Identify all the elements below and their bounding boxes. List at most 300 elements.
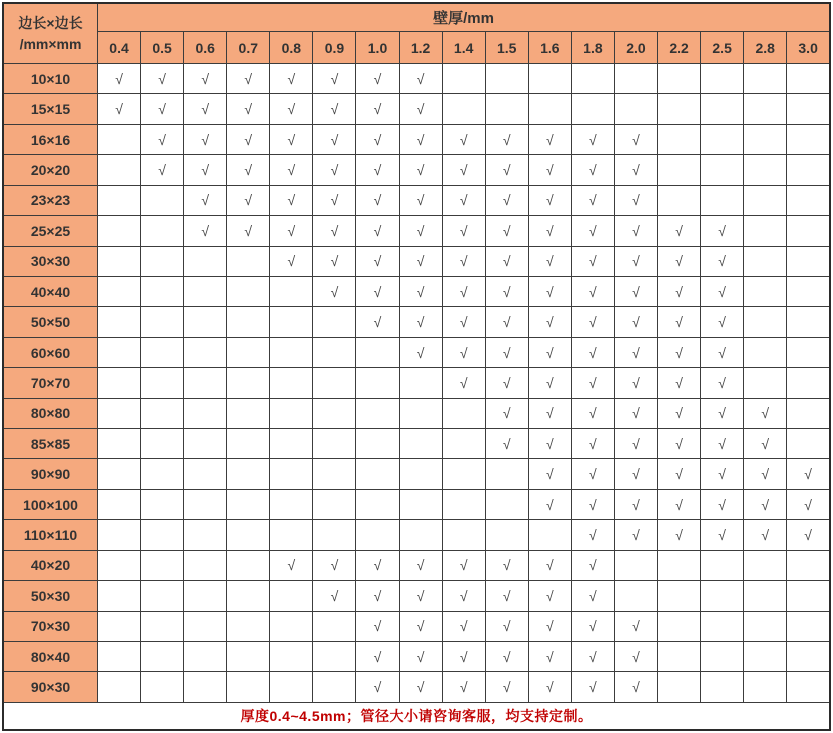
empty-cell <box>658 611 701 641</box>
empty-cell <box>184 672 227 703</box>
empty-cell <box>658 672 701 703</box>
check-cell: √ <box>658 216 701 246</box>
check-cell: √ <box>744 398 787 428</box>
check-cell: √ <box>614 642 657 672</box>
empty-cell <box>184 459 227 489</box>
check-cell: √ <box>528 642 571 672</box>
size-row-label: 20×20 <box>3 155 98 185</box>
empty-cell <box>98 216 141 246</box>
empty-cell <box>701 155 744 185</box>
check-cell: √ <box>270 185 313 215</box>
size-row-label: 90×30 <box>3 672 98 703</box>
check-cell: √ <box>701 429 744 459</box>
empty-cell <box>184 581 227 611</box>
empty-cell <box>356 368 399 398</box>
empty-cell <box>701 64 744 94</box>
empty-cell <box>98 398 141 428</box>
size-row-label: 70×30 <box>3 611 98 641</box>
check-cell: √ <box>141 94 184 124</box>
empty-cell <box>227 429 270 459</box>
empty-cell <box>98 459 141 489</box>
check-cell: √ <box>270 216 313 246</box>
check-cell: √ <box>227 155 270 185</box>
check-cell: √ <box>701 216 744 246</box>
size-row-label: 40×20 <box>3 550 98 580</box>
empty-cell <box>141 642 184 672</box>
empty-cell <box>701 672 744 703</box>
empty-cell <box>658 94 701 124</box>
check-cell: √ <box>98 94 141 124</box>
thickness-column-header: 1.8 <box>571 32 614 64</box>
thickness-column-header: 0.4 <box>98 32 141 64</box>
check-cell: √ <box>356 581 399 611</box>
check-cell: √ <box>313 124 356 154</box>
empty-cell <box>614 550 657 580</box>
check-cell: √ <box>485 429 528 459</box>
table-row <box>3 672 830 703</box>
empty-cell <box>141 185 184 215</box>
size-row-label: 110×110 <box>3 520 98 550</box>
empty-cell <box>98 307 141 337</box>
size-row-label: 80×40 <box>3 642 98 672</box>
check-cell: √ <box>184 185 227 215</box>
table-row <box>3 459 830 489</box>
table-row <box>3 581 830 611</box>
check-cell: √ <box>313 94 356 124</box>
empty-cell <box>270 307 313 337</box>
empty-cell <box>184 398 227 428</box>
check-cell: √ <box>313 155 356 185</box>
empty-cell <box>787 429 830 459</box>
empty-cell <box>184 642 227 672</box>
empty-cell <box>571 94 614 124</box>
empty-cell <box>313 489 356 519</box>
check-cell: √ <box>485 185 528 215</box>
check-cell: √ <box>399 216 442 246</box>
check-cell: √ <box>528 672 571 703</box>
empty-cell <box>744 550 787 580</box>
check-cell: √ <box>399 672 442 703</box>
check-cell: √ <box>270 550 313 580</box>
check-cell: √ <box>571 124 614 154</box>
empty-cell <box>313 672 356 703</box>
size-row-label: 25×25 <box>3 216 98 246</box>
empty-cell <box>141 581 184 611</box>
table-row <box>3 94 830 124</box>
check-cell: √ <box>744 489 787 519</box>
empty-cell <box>270 611 313 641</box>
thickness-column-header: 0.6 <box>184 32 227 64</box>
check-cell: √ <box>227 94 270 124</box>
check-cell: √ <box>141 124 184 154</box>
check-cell: √ <box>399 276 442 306</box>
empty-cell <box>787 276 830 306</box>
check-cell: √ <box>227 216 270 246</box>
empty-cell <box>787 398 830 428</box>
check-cell: √ <box>614 672 657 703</box>
empty-cell <box>313 398 356 428</box>
thickness-column-header: 1.4 <box>442 32 485 64</box>
check-cell: √ <box>313 185 356 215</box>
empty-cell <box>485 520 528 550</box>
empty-cell <box>658 581 701 611</box>
check-cell: √ <box>270 94 313 124</box>
empty-cell <box>184 520 227 550</box>
empty-cell <box>98 368 141 398</box>
table-row <box>3 337 830 367</box>
empty-cell <box>571 64 614 94</box>
thickness-column-header: 2.2 <box>658 32 701 64</box>
thickness-column-header: 0.8 <box>270 32 313 64</box>
empty-cell <box>442 398 485 428</box>
empty-cell <box>356 459 399 489</box>
empty-cell <box>787 550 830 580</box>
empty-cell <box>701 124 744 154</box>
empty-cell <box>658 64 701 94</box>
empty-cell <box>787 581 830 611</box>
table-row <box>3 64 830 94</box>
empty-cell <box>141 550 184 580</box>
check-cell: √ <box>399 155 442 185</box>
check-cell: √ <box>528 246 571 276</box>
check-cell: √ <box>528 124 571 154</box>
check-cell: √ <box>528 185 571 215</box>
check-cell: √ <box>399 337 442 367</box>
check-cell: √ <box>528 459 571 489</box>
empty-cell <box>485 64 528 94</box>
empty-cell <box>744 94 787 124</box>
check-cell: √ <box>528 550 571 580</box>
empty-cell <box>227 581 270 611</box>
check-cell: √ <box>614 429 657 459</box>
check-cell: √ <box>442 124 485 154</box>
empty-cell <box>356 398 399 428</box>
check-cell: √ <box>571 307 614 337</box>
check-cell: √ <box>571 520 614 550</box>
check-cell: √ <box>356 276 399 306</box>
check-cell: √ <box>614 368 657 398</box>
check-cell: √ <box>614 124 657 154</box>
empty-cell <box>701 550 744 580</box>
table-footer <box>3 703 830 731</box>
check-cell: √ <box>356 642 399 672</box>
table-row <box>3 429 830 459</box>
empty-cell <box>227 672 270 703</box>
empty-cell <box>227 337 270 367</box>
check-cell: √ <box>485 672 528 703</box>
check-cell: √ <box>485 398 528 428</box>
check-cell: √ <box>184 155 227 185</box>
empty-cell <box>787 94 830 124</box>
check-cell: √ <box>399 94 442 124</box>
empty-cell <box>787 216 830 246</box>
check-cell: √ <box>442 581 485 611</box>
check-cell: √ <box>571 459 614 489</box>
check-cell: √ <box>399 581 442 611</box>
check-cell: √ <box>227 124 270 154</box>
check-cell: √ <box>184 94 227 124</box>
size-row-label: 16×16 <box>3 124 98 154</box>
size-row-label: 90×90 <box>3 459 98 489</box>
size-row-label: 30×30 <box>3 246 98 276</box>
check-cell: √ <box>141 64 184 94</box>
empty-cell <box>313 459 356 489</box>
check-cell: √ <box>399 611 442 641</box>
empty-cell <box>270 489 313 519</box>
check-cell: √ <box>485 368 528 398</box>
check-cell: √ <box>399 642 442 672</box>
empty-cell <box>787 64 830 94</box>
check-cell: √ <box>658 398 701 428</box>
empty-cell <box>528 64 571 94</box>
empty-cell <box>658 124 701 154</box>
check-cell: √ <box>571 246 614 276</box>
check-cell: √ <box>528 155 571 185</box>
empty-cell <box>98 520 141 550</box>
empty-cell <box>356 337 399 367</box>
check-cell: √ <box>442 185 485 215</box>
check-cell: √ <box>485 611 528 641</box>
check-cell: √ <box>571 337 614 367</box>
empty-cell <box>141 520 184 550</box>
check-cell: √ <box>614 337 657 367</box>
empty-cell <box>485 94 528 124</box>
check-cell: √ <box>528 216 571 246</box>
check-cell: √ <box>571 489 614 519</box>
empty-cell <box>141 672 184 703</box>
table-row <box>3 642 830 672</box>
thickness-column-header: 1.5 <box>485 32 528 64</box>
check-cell: √ <box>356 94 399 124</box>
corner-header-line2: /mm×mm <box>19 35 82 52</box>
check-cell: √ <box>313 550 356 580</box>
check-cell: √ <box>658 520 701 550</box>
check-cell: √ <box>614 520 657 550</box>
check-cell: √ <box>571 155 614 185</box>
check-cell: √ <box>571 581 614 611</box>
empty-cell <box>141 276 184 306</box>
check-cell: √ <box>485 550 528 580</box>
empty-cell <box>787 337 830 367</box>
empty-cell <box>658 155 701 185</box>
empty-cell <box>485 459 528 489</box>
check-cell: √ <box>528 398 571 428</box>
empty-cell <box>184 550 227 580</box>
empty-cell <box>270 429 313 459</box>
check-cell: √ <box>399 246 442 276</box>
check-cell: √ <box>485 276 528 306</box>
empty-cell <box>528 94 571 124</box>
check-cell: √ <box>701 459 744 489</box>
empty-cell <box>313 337 356 367</box>
table-row <box>3 246 830 276</box>
empty-cell <box>744 642 787 672</box>
empty-cell <box>787 124 830 154</box>
empty-cell <box>614 64 657 94</box>
check-cell: √ <box>442 611 485 641</box>
check-cell: √ <box>614 155 657 185</box>
check-cell: √ <box>701 337 744 367</box>
empty-cell <box>356 489 399 519</box>
empty-cell <box>313 520 356 550</box>
check-cell: √ <box>485 337 528 367</box>
empty-cell <box>184 429 227 459</box>
empty-cell <box>184 246 227 276</box>
empty-cell <box>141 368 184 398</box>
check-cell: √ <box>442 307 485 337</box>
empty-cell <box>184 276 227 306</box>
empty-cell <box>313 429 356 459</box>
size-row-label: 70×70 <box>3 368 98 398</box>
empty-cell <box>787 368 830 398</box>
empty-cell <box>744 368 787 398</box>
empty-cell <box>98 337 141 367</box>
check-cell: √ <box>528 581 571 611</box>
thickness-column-header: 0.9 <box>313 32 356 64</box>
empty-cell <box>141 611 184 641</box>
empty-cell <box>701 94 744 124</box>
table-row <box>3 216 830 246</box>
check-cell: √ <box>571 276 614 306</box>
empty-cell <box>442 64 485 94</box>
empty-cell <box>184 489 227 519</box>
check-cell: √ <box>356 216 399 246</box>
check-cell: √ <box>184 64 227 94</box>
thickness-title-cell: 壁厚/mm <box>98 3 831 32</box>
check-cell: √ <box>270 124 313 154</box>
empty-cell <box>184 368 227 398</box>
header-row-title <box>3 3 830 32</box>
check-cell: √ <box>227 185 270 215</box>
check-cell: √ <box>701 246 744 276</box>
check-cell: √ <box>442 550 485 580</box>
thickness-column-header: 2.8 <box>744 32 787 64</box>
empty-cell <box>787 307 830 337</box>
thickness-column-header: 1.0 <box>356 32 399 64</box>
check-cell: √ <box>701 489 744 519</box>
table-row <box>3 550 830 580</box>
table-row <box>3 185 830 215</box>
check-cell: √ <box>614 216 657 246</box>
check-cell: √ <box>787 520 830 550</box>
check-cell: √ <box>701 398 744 428</box>
empty-cell <box>141 398 184 428</box>
empty-cell <box>614 581 657 611</box>
empty-cell <box>98 581 141 611</box>
check-cell: √ <box>658 368 701 398</box>
empty-cell <box>141 489 184 519</box>
check-cell: √ <box>98 64 141 94</box>
check-cell: √ <box>356 124 399 154</box>
header-row-columns <box>3 32 830 64</box>
empty-cell <box>356 429 399 459</box>
check-cell: √ <box>442 642 485 672</box>
check-cell: √ <box>313 581 356 611</box>
table-header <box>3 3 830 64</box>
thickness-column-header: 0.5 <box>141 32 184 64</box>
corner-header-cell <box>3 3 98 64</box>
size-row-label: 15×15 <box>3 94 98 124</box>
empty-cell <box>442 429 485 459</box>
size-row-label: 50×50 <box>3 307 98 337</box>
empty-cell <box>787 611 830 641</box>
check-cell: √ <box>614 398 657 428</box>
empty-cell <box>227 520 270 550</box>
empty-cell <box>227 611 270 641</box>
check-cell: √ <box>399 550 442 580</box>
check-cell: √ <box>485 124 528 154</box>
check-cell: √ <box>141 155 184 185</box>
empty-cell <box>141 337 184 367</box>
size-row-label: 23×23 <box>3 185 98 215</box>
check-cell: √ <box>528 276 571 306</box>
check-cell: √ <box>442 368 485 398</box>
check-cell: √ <box>442 672 485 703</box>
empty-cell <box>399 429 442 459</box>
empty-cell <box>227 246 270 276</box>
check-cell: √ <box>701 520 744 550</box>
size-row-label: 85×85 <box>3 429 98 459</box>
size-row-label: 10×10 <box>3 64 98 94</box>
empty-cell <box>399 398 442 428</box>
check-cell: √ <box>356 550 399 580</box>
empty-cell <box>98 246 141 276</box>
check-cell: √ <box>442 246 485 276</box>
empty-cell <box>744 672 787 703</box>
empty-cell <box>270 398 313 428</box>
table-row <box>3 276 830 306</box>
size-row-label: 100×100 <box>3 489 98 519</box>
check-cell: √ <box>528 489 571 519</box>
empty-cell <box>442 94 485 124</box>
empty-cell <box>442 489 485 519</box>
table-row <box>3 307 830 337</box>
check-cell: √ <box>399 307 442 337</box>
check-cell: √ <box>313 64 356 94</box>
check-cell: √ <box>485 642 528 672</box>
empty-cell <box>442 520 485 550</box>
table-row <box>3 611 830 641</box>
empty-cell <box>98 489 141 519</box>
size-row-label: 80×80 <box>3 398 98 428</box>
empty-cell <box>141 246 184 276</box>
check-cell: √ <box>313 216 356 246</box>
empty-cell <box>744 155 787 185</box>
check-cell: √ <box>701 368 744 398</box>
empty-cell <box>270 459 313 489</box>
check-cell: √ <box>485 155 528 185</box>
check-cell: √ <box>571 429 614 459</box>
empty-cell <box>227 398 270 428</box>
check-cell: √ <box>658 307 701 337</box>
empty-cell <box>442 459 485 489</box>
check-cell: √ <box>528 429 571 459</box>
empty-cell <box>744 581 787 611</box>
check-cell: √ <box>356 611 399 641</box>
check-cell: √ <box>571 642 614 672</box>
empty-cell <box>270 672 313 703</box>
check-cell: √ <box>614 489 657 519</box>
check-cell: √ <box>744 429 787 459</box>
check-cell: √ <box>571 216 614 246</box>
check-cell: √ <box>614 611 657 641</box>
empty-cell <box>744 216 787 246</box>
check-cell: √ <box>399 64 442 94</box>
empty-cell <box>701 642 744 672</box>
thickness-column-header: 1.6 <box>528 32 571 64</box>
check-cell: √ <box>571 611 614 641</box>
empty-cell <box>614 94 657 124</box>
